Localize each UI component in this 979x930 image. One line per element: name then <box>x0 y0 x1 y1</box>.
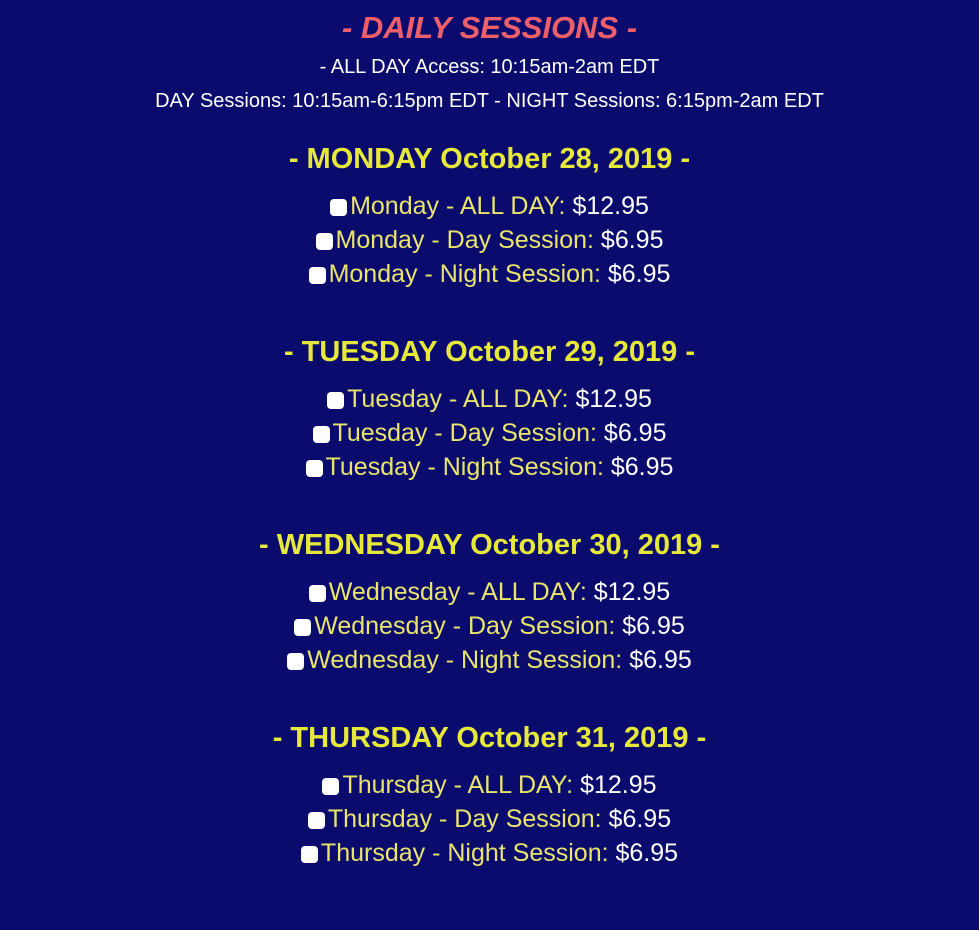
option-price: $6.95 <box>622 612 685 640</box>
checkbox[interactable] <box>313 426 330 443</box>
session-option[interactable] <box>0 768 979 802</box>
checkbox[interactable] <box>309 585 326 602</box>
day-block-wednesday <box>0 528 979 677</box>
session-option[interactable] <box>0 575 979 609</box>
option-price: $6.95 <box>610 453 674 481</box>
day-block-thursday <box>0 721 979 870</box>
session-option[interactable] <box>0 643 979 677</box>
option-price: $12.95 <box>575 385 652 413</box>
option-label: Tuesday - ALL DAY: <box>347 385 569 413</box>
option-price: $6.95 <box>603 419 667 447</box>
option-price: $12.95 <box>593 578 671 606</box>
session-option[interactable] <box>0 836 979 870</box>
option-price: $6.95 <box>629 646 692 674</box>
session-option[interactable] <box>0 223 979 257</box>
day-block-monday <box>0 142 979 291</box>
checkbox[interactable] <box>287 653 304 670</box>
session-option[interactable] <box>0 609 979 643</box>
checkbox[interactable] <box>294 619 311 636</box>
option-label: Thursday - ALL DAY: <box>342 771 574 799</box>
option-label: Wednesday - Day Session: <box>314 612 616 640</box>
checkbox[interactable] <box>330 199 347 216</box>
session-option[interactable] <box>0 382 979 416</box>
option-label: Wednesday - Night Session: <box>307 646 623 674</box>
option-price: $6.95 <box>608 805 672 833</box>
option-price: $6.95 <box>607 260 671 288</box>
day-heading: - TUESDAY October 29, 2019 - <box>284 336 695 368</box>
checkbox[interactable] <box>316 233 333 250</box>
option-price: $6.95 <box>615 839 679 867</box>
option-price: $12.95 <box>572 192 649 220</box>
option-price: $12.95 <box>580 771 657 799</box>
day-heading: - WEDNESDAY October 30, 2019 - <box>259 529 720 561</box>
page-title: - DAILY SESSIONS - <box>341 10 638 45</box>
option-label: Tuesday - Day Session: <box>332 419 597 447</box>
option-price: $6.95 <box>600 226 664 254</box>
checkbox[interactable] <box>322 778 339 795</box>
checkbox[interactable] <box>309 267 326 284</box>
option-label: Wednesday - ALL DAY: <box>328 578 587 606</box>
checkbox[interactable] <box>301 846 318 863</box>
session-option[interactable] <box>0 802 979 836</box>
option-label: Tuesday - Night Session: <box>325 453 604 481</box>
option-label: Monday - Night Session: <box>328 260 601 288</box>
checkbox[interactable] <box>306 460 323 477</box>
option-label: Thursday - Night Session: <box>320 839 609 867</box>
day-heading: - MONDAY October 28, 2019 - <box>288 143 691 175</box>
checkbox[interactable] <box>308 812 325 829</box>
all-day-access-info: - ALL DAY Access: 10:15am-2am EDT <box>319 56 660 78</box>
session-times-info: DAY Sessions: 10:15am-6:15pm EDT - NIGHT Sessions: 6:15pm-2am EDT <box>155 90 824 112</box>
session-option[interactable] <box>0 257 979 291</box>
day-block-tuesday <box>0 335 979 484</box>
session-option[interactable] <box>0 189 979 223</box>
session-option[interactable] <box>0 416 979 450</box>
option-label: Thursday - Day Session: <box>327 805 602 833</box>
day-heading: - THURSDAY October 31, 2019 - <box>272 722 707 754</box>
checkbox[interactable] <box>327 392 344 409</box>
option-label: Monday - ALL DAY: <box>350 192 566 220</box>
option-label: Monday - Day Session: <box>335 226 594 254</box>
session-option[interactable] <box>0 450 979 484</box>
